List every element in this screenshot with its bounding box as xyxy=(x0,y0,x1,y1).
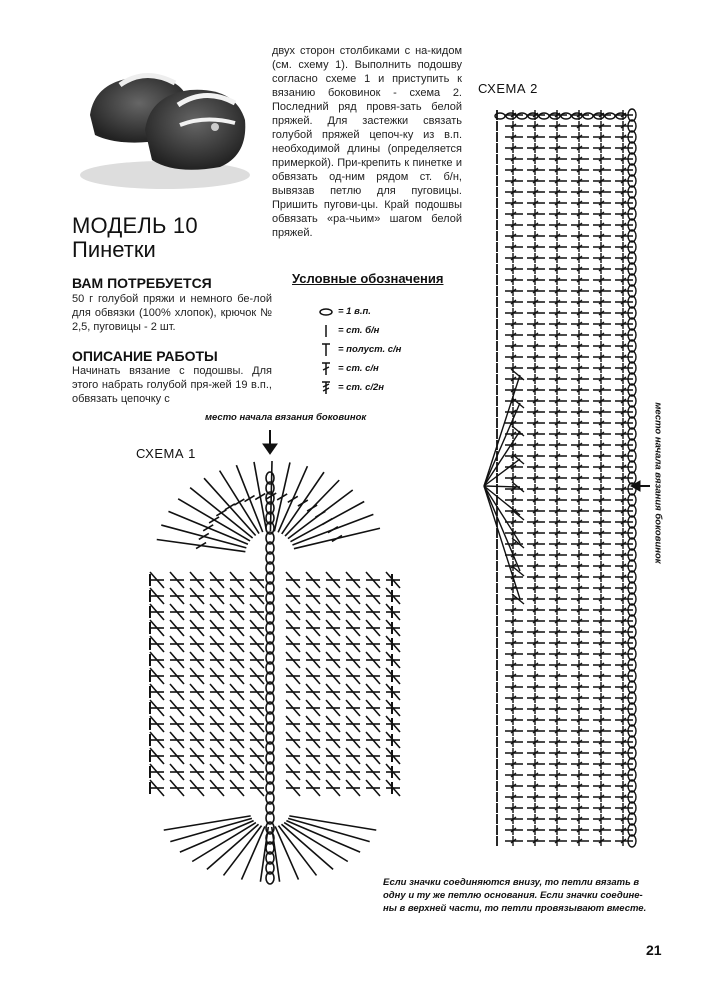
model-title: МОДЕЛЬ 10 xyxy=(72,213,198,238)
legend-heading: Условные обозначения xyxy=(292,271,444,286)
scheme1-start-label: место начала вязания боковинок xyxy=(205,412,367,423)
description-heading: ОПИСАНИЕ РАБОТЫ xyxy=(72,348,218,364)
scheme1-label: СХЕМА 1 xyxy=(136,446,196,461)
scheme2-start-label-text: место начала вязания боковинок xyxy=(652,401,664,564)
needs-text: 50 г голубой пряжи и немного бе-лой для обвязки (100% хлопок), крючок № 2,5, пуговицы - 2 шт. xyxy=(72,293,272,333)
needs-heading: ВАМ ПОТРЕБУЕТСЯ xyxy=(72,275,212,291)
legend-label: = 1 в.п. xyxy=(338,306,371,317)
model-subtitle: Пинетки xyxy=(72,237,156,262)
page-number: 21 xyxy=(646,942,662,958)
description-text: Начинать вязание с подошвы. Для этого набрать голубой пря-жей 19 в.п., обвязать цепочку с xyxy=(72,365,272,405)
legend-label: = полуст. с/н xyxy=(338,344,402,355)
legend-label: = ст. с/н xyxy=(338,363,379,374)
intro-paragraph: двух сторон столбиками с на-кидом (см. схему 1). Выполнить подошву согласно схеме 1 и приступить к вязанию боковинок - схема 2. Последний ряд провя-зать белой пряжей. Для застежки связать голубой пряжей цепоч-ку из в.п. необходимой длины (определяется примеркой). При-крепить к пинетке и обвязать од-ним рядом ст. б/н, вывязав петлю для пуговицы. Пришить пугови-цы. Край подошвы обвязать «ра-чьим» шагом белой пряжей. xyxy=(272,45,462,239)
legend-label: = ст. с/2н xyxy=(338,382,385,393)
scheme2-label: СХЕМА 2 xyxy=(478,81,538,96)
footnote: Если значки соединяются внизу, то петли вязать в одну и ту же петлю основания. Если значки соедине-ны в верхней части, то петли провязывают вместе. xyxy=(383,877,647,914)
legend-label: = ст. б/н xyxy=(338,325,380,336)
